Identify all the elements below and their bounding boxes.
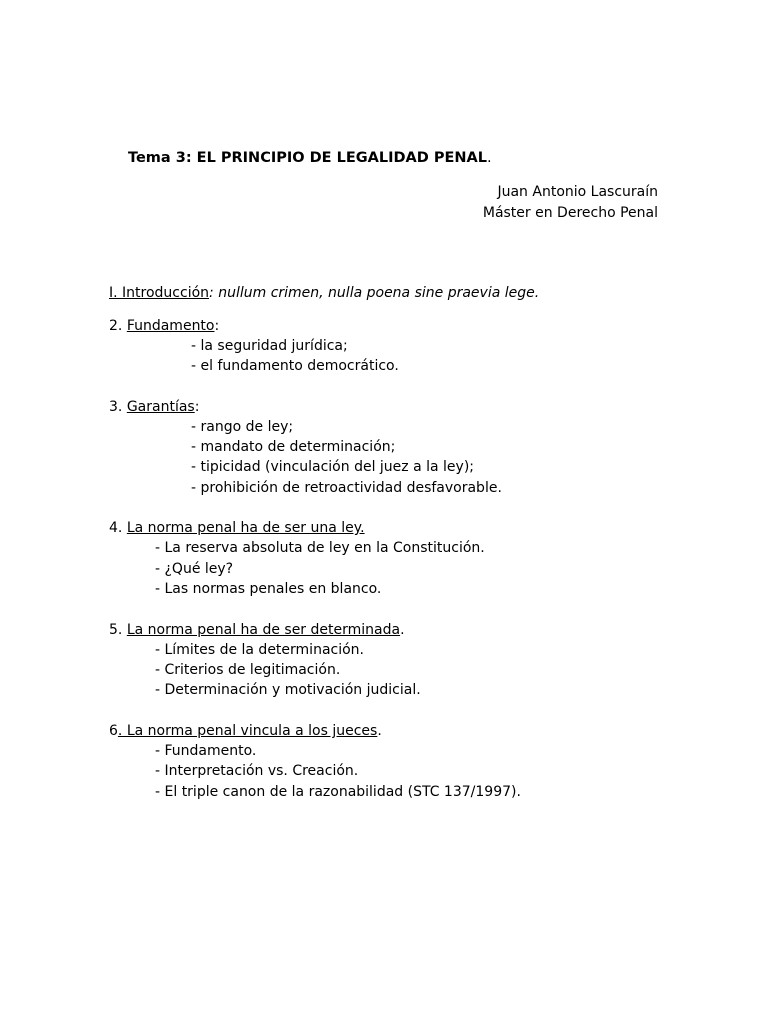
program-name: Máster en Derecho Penal	[482, 205, 658, 221]
section-6-item: - Interpretación vs. Creación.	[155, 763, 359, 779]
section-6-number: 6	[109, 723, 118, 739]
title-text: Tema 3: EL PRINCIPIO DE LEGALIDAD PENAL	[128, 150, 487, 166]
section-1-sep: :	[209, 285, 219, 301]
section-2-end: :	[214, 318, 220, 334]
section-1-latin: nullum crimen, nulla poena sine praevia lege	[218, 285, 535, 301]
section-4-number: 4.	[109, 520, 127, 536]
section-2-item: - la seguridad jurídica;	[191, 338, 348, 354]
section-1-end: .	[534, 285, 540, 301]
section-1-heading	[109, 283, 539, 303]
section-4-label: La norma penal ha de ser una ley.	[126, 520, 365, 536]
section-3-item: - prohibición de retroactividad desfavorable.	[191, 480, 502, 496]
section-5-item: - Determinación y motivación judicial.	[155, 682, 421, 698]
section-5-end: .	[400, 622, 405, 638]
section-3-item: - mandato de determinación;	[191, 439, 396, 455]
section-5-item: - Criterios de legitimación.	[155, 662, 341, 678]
section-3-item: - rango de ley;	[191, 419, 294, 435]
section-2-item: - el fundamento democrático.	[191, 358, 399, 374]
section-4-item: - ¿Qué ley?	[155, 561, 234, 577]
section-5-number: 5.	[109, 622, 127, 638]
author-name: Juan Antonio Lascuraín	[497, 184, 658, 200]
section-4-item: - La reserva absoluta de ley en la Constitución.	[155, 540, 485, 556]
section-3-label: Garantías	[126, 399, 195, 415]
section-3-item: - tipicidad (vinculación del juez a la ley);	[191, 459, 475, 475]
section-2-label: Fundamento	[126, 318, 215, 334]
section-6-label: . La norma penal vincula a los jueces	[117, 723, 378, 739]
section-3-end: :	[194, 399, 200, 415]
section-5-heading	[109, 620, 405, 640]
section-6-item: - Fundamento.	[155, 743, 257, 759]
section-2-number: 2.	[109, 318, 127, 334]
author-block	[483, 182, 658, 224]
document-title	[128, 150, 492, 166]
section-6-end: .	[377, 723, 382, 739]
section-3-heading	[109, 397, 199, 417]
title-period: .	[487, 150, 492, 166]
section-5-label: La norma penal ha de ser determinada	[126, 622, 401, 638]
section-6-heading	[109, 721, 382, 741]
section-4-heading	[109, 518, 365, 538]
section-3-number: 3.	[109, 399, 127, 415]
section-2-heading	[109, 316, 219, 336]
section-4-item: - Las normas penales en blanco.	[155, 581, 382, 597]
section-6-item: - El triple canon de la razonabilidad (STC 137/1997).	[155, 784, 521, 800]
section-5-item: - Límites de la determinación.	[155, 642, 365, 658]
section-1-label: I. Introducción	[109, 285, 210, 301]
